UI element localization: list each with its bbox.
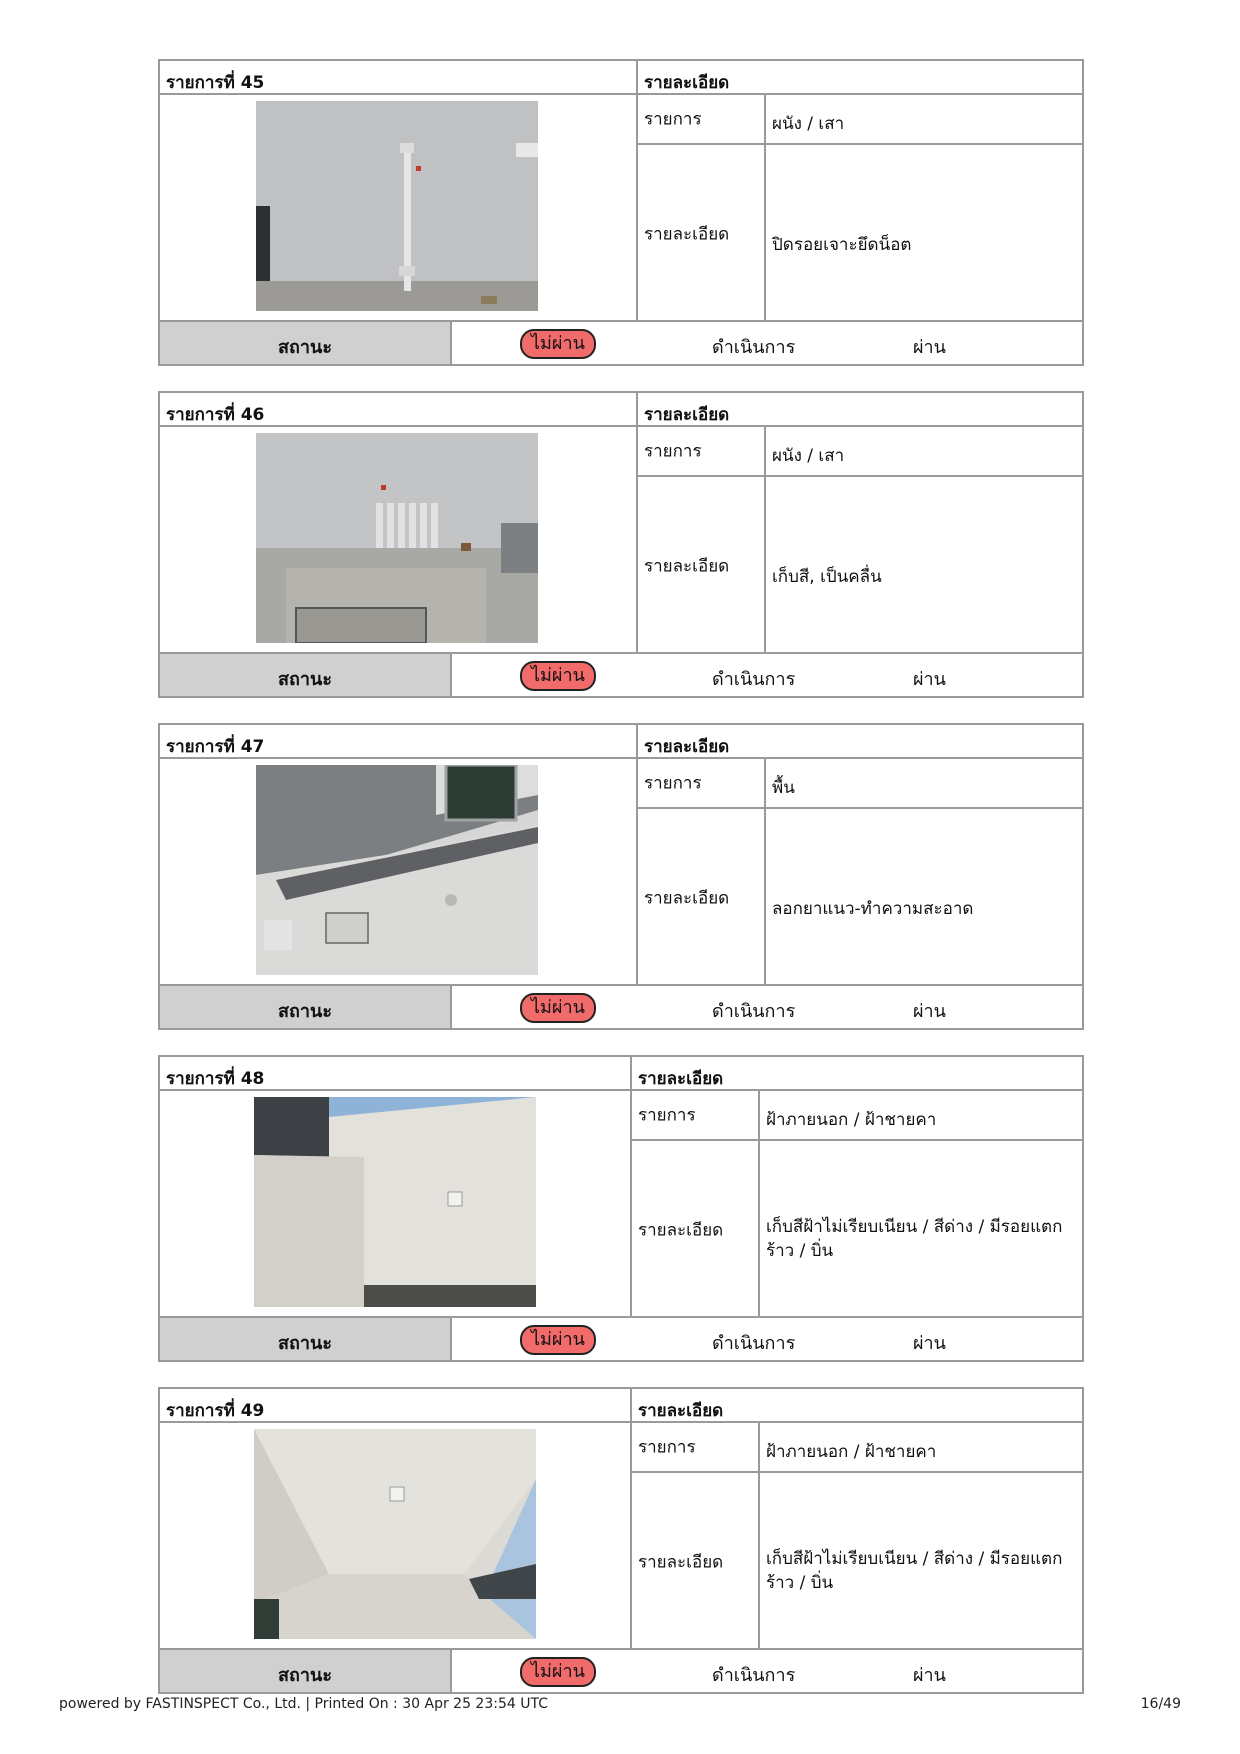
detail-value: เก็บสี, เป็นคลื่น <box>772 567 882 587</box>
item-category-row <box>638 427 1082 477</box>
detail-label-cell <box>638 145 766 322</box>
detail-value: เก็บสีฝ้าไม่เรียบเนียน / สีด่าง / มีรอยแตกร้าว / บิ่น <box>766 1549 1063 1593</box>
item-title: รายการที่ 47 <box>166 737 265 757</box>
detail-header: รายละเอียด <box>644 405 730 425</box>
category-value: ผนัง / เสา <box>772 446 845 466</box>
detail-header-cell <box>632 1057 1082 1091</box>
category-value-cell <box>766 759 1082 807</box>
category-label-cell <box>632 1423 760 1471</box>
category-value: พื้น <box>772 778 795 798</box>
photo-cell <box>160 427 638 654</box>
detail-header-cell <box>632 1389 1082 1423</box>
photo-cell <box>160 95 638 322</box>
detail-label-cell <box>632 1141 760 1318</box>
status-row <box>160 320 1082 364</box>
status-fail-option[interactable]: ไม่ผ่าน <box>520 1657 596 1687</box>
item-category-row <box>638 95 1082 145</box>
status-fail-option[interactable]: ไม่ผ่าน <box>520 993 596 1023</box>
detail-label: รายละเอียด <box>644 556 730 576</box>
status-label: สถานะ <box>278 1001 332 1022</box>
floor-photo[interactable] <box>256 765 538 975</box>
detail-header-cell <box>638 61 1082 95</box>
inspection-item-card <box>158 723 1084 1030</box>
ceiling-photo[interactable] <box>254 1097 536 1307</box>
category-value-cell <box>760 1423 1082 1471</box>
item-category-row <box>638 759 1082 809</box>
status-in-progress-option[interactable]: ดำเนินการ <box>712 1665 796 1686</box>
category-label: รายการ <box>644 773 702 794</box>
category-value-cell <box>766 427 1082 475</box>
detail-header: รายละเอียด <box>638 1069 724 1089</box>
status-row <box>160 1648 1082 1692</box>
status-label: สถานะ <box>278 1665 332 1686</box>
status-label-cell <box>160 654 452 696</box>
status-label-cell <box>160 1318 452 1360</box>
status-fail-option[interactable]: ไม่ผ่าน <box>520 661 596 691</box>
item-detail-row <box>632 1473 1082 1650</box>
inspection-item-card <box>158 391 1084 698</box>
detail-label: รายละเอียด <box>638 1220 724 1240</box>
category-label-cell <box>632 1091 760 1139</box>
inspection-item-card <box>158 1055 1084 1362</box>
photo-cell <box>160 1091 632 1318</box>
status-in-progress-option[interactable]: ดำเนินการ <box>712 1001 796 1022</box>
status-in-progress-option[interactable]: ดำเนินการ <box>712 337 796 358</box>
detail-label-cell <box>632 1473 760 1650</box>
item-title: รายการที่ 45 <box>166 73 265 93</box>
item-category-row <box>632 1423 1082 1473</box>
status-label: สถานะ <box>278 669 332 690</box>
status-pass-option[interactable]: ผ่าน <box>913 669 946 690</box>
status-pass-option[interactable]: ผ่าน <box>913 337 946 358</box>
footer-credit: powered by FASTINSPECT Co., Ltd. | Printed On : 30 Apr 25 23:54 UTC <box>59 1696 548 1712</box>
category-value-cell <box>760 1091 1082 1139</box>
inspection-item-card <box>158 1387 1084 1694</box>
category-label: รายการ <box>638 1437 696 1458</box>
status-in-progress-option[interactable]: ดำเนินการ <box>712 1333 796 1354</box>
item-title-cell <box>160 61 638 95</box>
status-row <box>160 1316 1082 1360</box>
status-label-cell <box>160 322 452 364</box>
item-title: รายการที่ 49 <box>166 1401 265 1421</box>
detail-label-cell <box>638 809 766 986</box>
item-detail-row <box>638 145 1082 322</box>
detail-value: เก็บสีฝ้าไม่เรียบเนียน / สีด่าง / มีรอยแตกร้าว / บิ่น <box>766 1217 1063 1261</box>
item-title-cell <box>160 725 638 759</box>
category-label-cell <box>638 759 766 807</box>
item-title-cell <box>160 393 638 427</box>
status-label-cell <box>160 986 452 1028</box>
item-detail-row <box>638 477 1082 654</box>
category-value: ฝ้าภายนอก / ฝ้าชายคา <box>766 1442 937 1462</box>
category-value-cell <box>766 95 1082 143</box>
category-label: รายการ <box>644 441 702 462</box>
item-category-row <box>632 1091 1082 1141</box>
category-label: รายการ <box>638 1105 696 1126</box>
item-detail-row <box>638 809 1082 986</box>
detail-header: รายละเอียด <box>644 73 730 93</box>
status-pass-option[interactable]: ผ่าน <box>913 1333 946 1354</box>
wall-with-pipe-photo[interactable] <box>256 101 538 311</box>
detail-value-cell <box>760 1141 1082 1318</box>
status-label: สถานะ <box>278 337 332 358</box>
detail-header: รายละเอียด <box>638 1401 724 1421</box>
detail-header-cell <box>638 725 1082 759</box>
status-fail-option[interactable]: ไม่ผ่าน <box>520 329 596 359</box>
status-label: สถานะ <box>278 1333 332 1354</box>
item-title: รายการที่ 48 <box>166 1069 265 1089</box>
category-label-cell <box>638 95 766 143</box>
status-in-progress-option[interactable]: ดำเนินการ <box>712 669 796 690</box>
photo-cell <box>160 1423 632 1650</box>
photo-cell <box>160 759 638 986</box>
status-row <box>160 652 1082 696</box>
item-title-cell <box>160 1057 632 1091</box>
category-value: ฝ้าภายนอก / ฝ้าชายคา <box>766 1110 937 1130</box>
detail-value: ลอกยาแนว-ทำความสะอาด <box>772 899 974 919</box>
category-label-cell <box>638 427 766 475</box>
detail-value-cell <box>766 145 1082 322</box>
detail-value-cell <box>766 477 1082 654</box>
detail-value-cell <box>760 1473 1082 1650</box>
item-title: รายการที่ 46 <box>166 405 265 425</box>
status-fail-option[interactable]: ไม่ผ่าน <box>520 1325 596 1355</box>
status-pass-option[interactable]: ผ่าน <box>913 1001 946 1022</box>
detail-value-cell <box>766 809 1082 986</box>
wall-with-pipes-photo[interactable] <box>256 433 538 643</box>
inspection-item-card <box>158 59 1084 366</box>
detail-label: รายละเอียด <box>644 224 730 244</box>
detail-label: รายละเอียด <box>644 888 730 908</box>
status-label-cell <box>160 1650 452 1692</box>
status-pass-option[interactable]: ผ่าน <box>913 1665 946 1686</box>
detail-label: รายละเอียด <box>638 1552 724 1572</box>
item-detail-row <box>632 1141 1082 1318</box>
ceiling-photo[interactable] <box>254 1429 536 1639</box>
page-number: 16/49 <box>1140 1696 1181 1712</box>
item-title-cell <box>160 1389 632 1423</box>
detail-header-cell <box>638 393 1082 427</box>
detail-header: รายละเอียด <box>644 737 730 757</box>
detail-label-cell <box>638 477 766 654</box>
status-row <box>160 984 1082 1028</box>
category-label: รายการ <box>644 109 702 130</box>
category-value: ผนัง / เสา <box>772 114 845 134</box>
detail-value: ปิดรอยเจาะยึดน็อต <box>772 235 912 255</box>
